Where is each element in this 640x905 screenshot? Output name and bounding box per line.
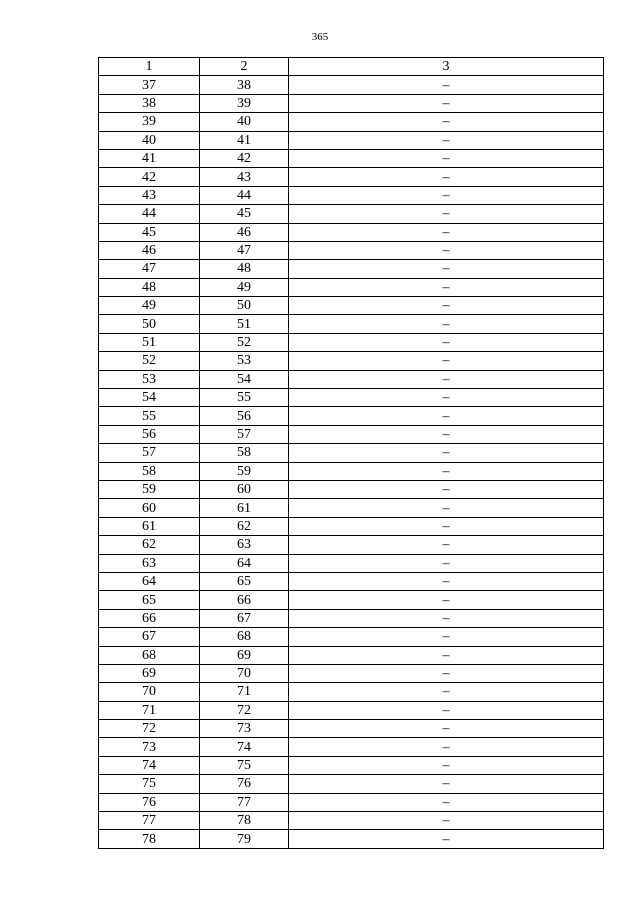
table-cell-col-3: – [289,536,604,554]
table-cell-col-3: – [289,131,604,149]
table-row [99,113,604,131]
table-row [99,646,604,664]
table-cell-col-2: 74 [200,738,289,756]
table-cell-col-1: 50 [99,315,200,333]
table-cell-col-2: 41 [200,131,289,149]
table-row [99,444,604,462]
table-cell-col-1: 69 [99,664,200,682]
table-body [99,76,604,848]
table-cell-col-2: 46 [200,223,289,241]
table-cell-col-2: 43 [200,168,289,186]
table-cell-col-2: 57 [200,425,289,443]
table-cell-col-2: 56 [200,407,289,425]
table-cell-col-3: – [289,720,604,738]
table-row [99,683,604,701]
table-cell-col-3: – [289,241,604,259]
table-cell-col-2: 61 [200,499,289,517]
table-cell-col-1: 72 [99,720,200,738]
table-cell-col-1: 49 [99,297,200,315]
table-cell-col-1: 65 [99,591,200,609]
table-cell-col-3: – [289,333,604,351]
table-cell-col-3: – [289,94,604,112]
table-cell-col-2: 49 [200,278,289,296]
column-header-3: 3 [289,58,604,76]
table-cell-col-2: 67 [200,609,289,627]
table-cell-col-1: 70 [99,683,200,701]
table-cell-col-2: 39 [200,94,289,112]
table-cell-col-3: – [289,517,604,535]
table-cell-col-1: 45 [99,223,200,241]
table-cell-col-1: 60 [99,499,200,517]
table-cell-col-1: 44 [99,205,200,223]
table-row [99,572,604,590]
table-cell-col-3: – [289,260,604,278]
table-cell-col-3: – [289,76,604,94]
table-row [99,517,604,535]
table-cell-col-2: 52 [200,333,289,351]
table-cell-col-1: 43 [99,186,200,204]
table-row [99,756,604,774]
table-cell-col-1: 46 [99,241,200,259]
table-cell-col-1: 40 [99,131,200,149]
table-row [99,352,604,370]
table-cell-col-3: – [289,389,604,407]
table-row [99,701,604,719]
table-cell-col-1: 55 [99,407,200,425]
table-cell-col-1: 52 [99,352,200,370]
table-cell-col-2: 65 [200,572,289,590]
table-row [99,370,604,388]
table-cell-col-3: – [289,205,604,223]
table-cell-col-3: – [289,738,604,756]
table-cell-col-1: 74 [99,756,200,774]
table-row [99,609,604,627]
table-cell-col-1: 39 [99,113,200,131]
table-row [99,793,604,811]
table-cell-col-3: – [289,113,604,131]
table-cell-col-2: 50 [200,297,289,315]
table-cell-col-3: – [289,168,604,186]
table-cell-col-1: 41 [99,149,200,167]
table-cell-col-1: 58 [99,462,200,480]
table-row [99,425,604,443]
table-cell-col-3: – [289,297,604,315]
table-cell-col-2: 78 [200,812,289,830]
table-cell-col-3: – [289,499,604,517]
table-row [99,333,604,351]
table-cell-col-2: 75 [200,756,289,774]
table-row [99,738,604,756]
table-row [99,278,604,296]
table-row [99,241,604,259]
table-row [99,297,604,315]
table-cell-col-2: 64 [200,554,289,572]
table-row [99,407,604,425]
table-cell-col-3: – [289,370,604,388]
table-cell-col-1: 53 [99,370,200,388]
table-row [99,775,604,793]
table-cell-col-2: 42 [200,149,289,167]
table-cell-col-2: 38 [200,76,289,94]
table-cell-col-3: – [289,812,604,830]
table-cell-col-2: 55 [200,389,289,407]
table-row [99,480,604,498]
table-cell-col-2: 51 [200,315,289,333]
table-cell-col-1: 68 [99,646,200,664]
table-cell-col-2: 76 [200,775,289,793]
table-cell-col-3: – [289,701,604,719]
table-cell-col-1: 48 [99,278,200,296]
table-cell-col-3: – [289,223,604,241]
table-cell-col-3: – [289,315,604,333]
table-cell-col-3: – [289,683,604,701]
table-cell-col-1: 56 [99,425,200,443]
table-cell-col-1: 42 [99,168,200,186]
table-cell-col-2: 53 [200,352,289,370]
table-row [99,94,604,112]
table-cell-col-3: – [289,793,604,811]
column-header-1: 1 [99,58,200,76]
table-cell-col-1: 75 [99,775,200,793]
table-row [99,168,604,186]
table-cell-col-2: 59 [200,462,289,480]
table-cell-col-2: 63 [200,536,289,554]
table-row [99,536,604,554]
table-cell-col-3: – [289,572,604,590]
table-row [99,812,604,830]
header-row [99,58,604,76]
table-cell-col-1: 76 [99,793,200,811]
table-cell-col-2: 71 [200,683,289,701]
table-cell-col-3: – [289,591,604,609]
table-row [99,315,604,333]
table-cell-col-1: 51 [99,333,200,351]
table-cell-col-1: 64 [99,572,200,590]
table-row [99,389,604,407]
table-cell-col-1: 57 [99,444,200,462]
table-cell-col-3: – [289,609,604,627]
table-cell-col-1: 47 [99,260,200,278]
table-cell-col-3: – [289,775,604,793]
table-row [99,131,604,149]
table-row [99,664,604,682]
table-cell-col-2: 47 [200,241,289,259]
table-cell-col-2: 40 [200,113,289,131]
table-cell-col-2: 77 [200,793,289,811]
table-row [99,628,604,646]
table-cell-col-3: – [289,186,604,204]
table-cell-col-2: 45 [200,205,289,223]
table-cell-col-2: 48 [200,260,289,278]
data-table [98,57,604,849]
table-row [99,554,604,572]
table-cell-col-3: – [289,756,604,774]
table-row [99,462,604,480]
table-cell-col-1: 73 [99,738,200,756]
table-cell-col-3: – [289,480,604,498]
table-cell-col-3: – [289,149,604,167]
table-cell-col-2: 62 [200,517,289,535]
table-cell-col-3: – [289,425,604,443]
table-cell-col-2: 54 [200,370,289,388]
table-cell-col-3: – [289,554,604,572]
table-cell-col-3: – [289,407,604,425]
table-row [99,76,604,94]
table-cell-col-1: 77 [99,812,200,830]
table-row [99,499,604,517]
table-cell-col-1: 63 [99,554,200,572]
table-cell-col-2: 79 [200,830,289,848]
table-cell-col-2: 73 [200,720,289,738]
table-cell-col-1: 38 [99,94,200,112]
table-cell-col-2: 68 [200,628,289,646]
column-header-2: 2 [200,58,289,76]
table-cell-col-2: 69 [200,646,289,664]
table-row [99,591,604,609]
table-row [99,260,604,278]
table-row [99,186,604,204]
table-cell-col-1: 37 [99,76,200,94]
table-cell-col-2: 60 [200,480,289,498]
table-cell-col-3: – [289,444,604,462]
table-cell-col-2: 44 [200,186,289,204]
table-cell-col-1: 66 [99,609,200,627]
table-cell-col-2: 58 [200,444,289,462]
table-row [99,223,604,241]
table-cell-col-2: 72 [200,701,289,719]
table-cell-col-2: 70 [200,664,289,682]
table-cell-col-3: – [289,462,604,480]
table-cell-col-1: 62 [99,536,200,554]
table-row [99,830,604,848]
page-number: 365 [311,31,329,43]
table-cell-col-1: 71 [99,701,200,719]
table-cell-col-1: 78 [99,830,200,848]
table-cell-col-1: 67 [99,628,200,646]
table-row [99,149,604,167]
table-cell-col-1: 61 [99,517,200,535]
table-cell-col-2: 66 [200,591,289,609]
table-cell-col-3: – [289,646,604,664]
table-cell-col-1: 54 [99,389,200,407]
table-cell-col-1: 59 [99,480,200,498]
table-cell-col-3: – [289,352,604,370]
table-row [99,205,604,223]
table-row [99,720,604,738]
table-cell-col-3: – [289,628,604,646]
table-cell-col-3: – [289,664,604,682]
table-cell-col-3: – [289,278,604,296]
table-cell-col-3: – [289,830,604,848]
